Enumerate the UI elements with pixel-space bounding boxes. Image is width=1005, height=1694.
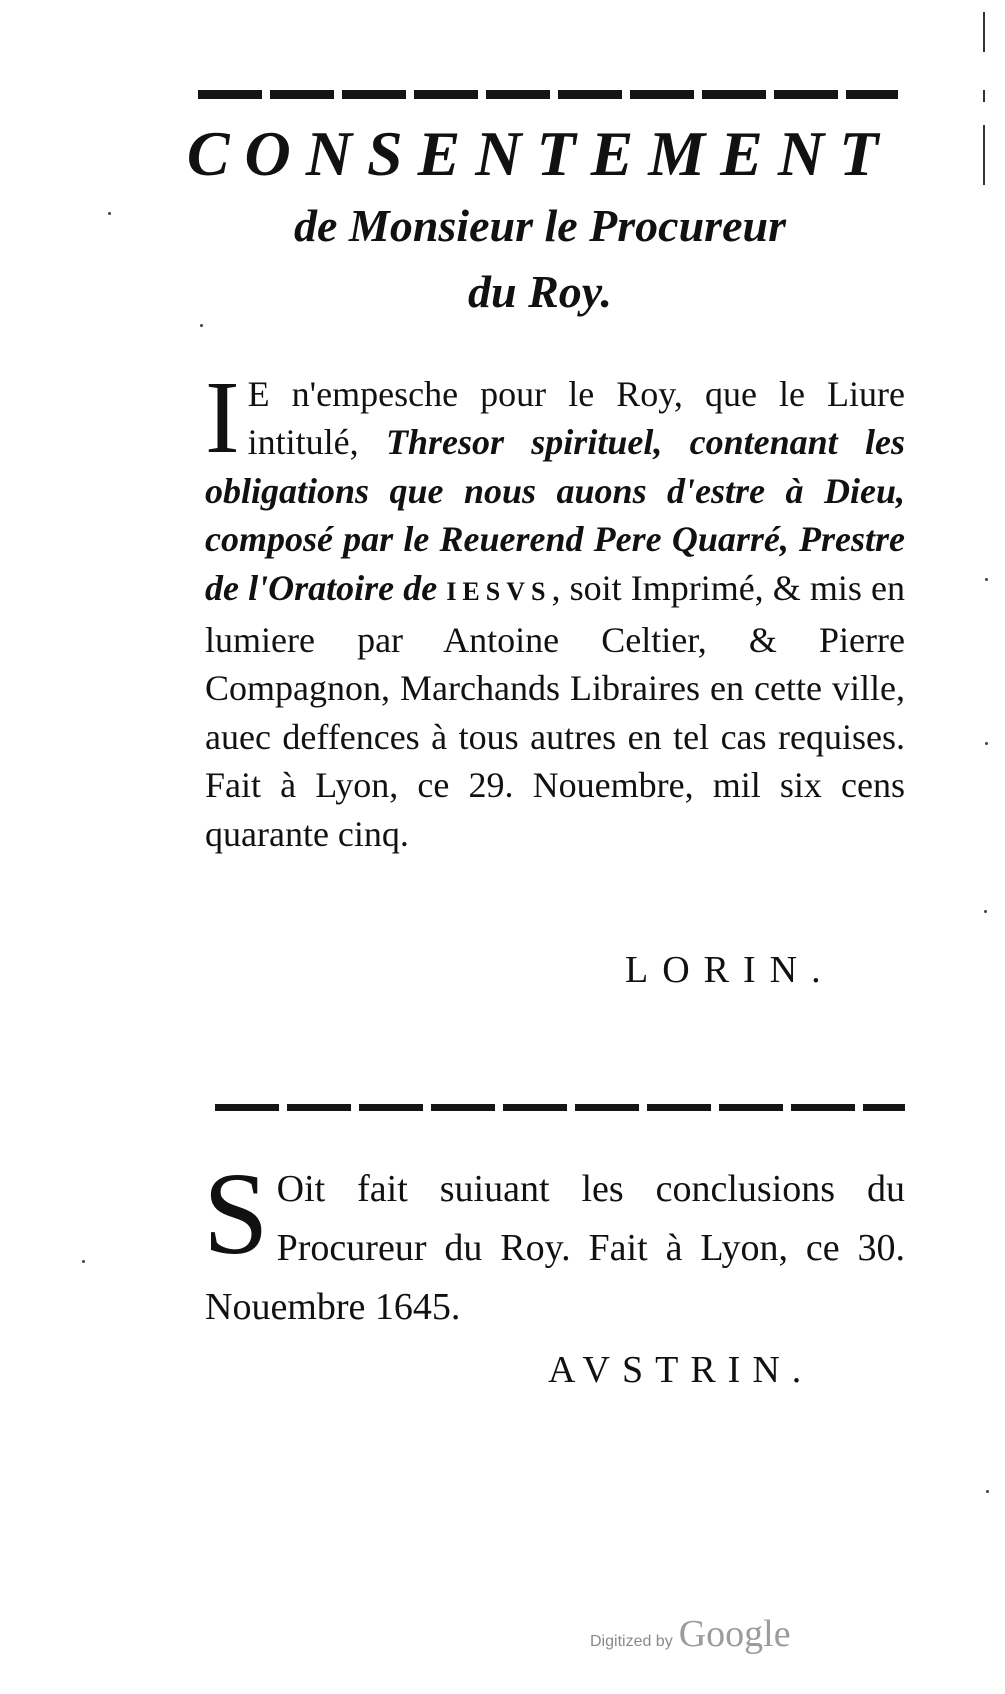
signature-austrin: AVSTRIN. [548,1349,814,1391]
scan-speck [984,910,987,913]
order-text: Oit fait suiuant les conclusions du Procureur du Roy. Fait à Lyon, ce 30. Nouembre 1645. [205,1168,905,1328]
signature-lorin: LORIN. [625,949,835,991]
scan-edge-mark [983,12,985,52]
order-paragraph [203,1148,905,1337]
dropcap-s: S [203,1148,269,1279]
jesus-smallcaps: IESVS [446,576,552,606]
scan-speck [108,212,111,215]
scan-speck [985,742,988,745]
google-wordmark: Google [678,1613,791,1655]
digitization-watermark [590,1612,791,1656]
top-ornamental-rule [198,90,898,99]
consent-paragraph [205,360,906,858]
heading-line-2: de Monsieur le Procureur [294,200,786,251]
heading-line-1: CONSENTEMENT [186,118,894,189]
scan-speck [986,1490,989,1493]
scan-edge-mark [983,125,985,185]
heading-line-3: du Roy. [468,266,612,317]
scan-edge-mark [983,90,985,102]
scan-speck [200,324,203,327]
paragraph-rest-text: , soit Imprimé, & mis en lumiere par Antoine Celtier, & Pierre Compagnon, Marchands Libraires en cette ville, auec deffences à tous autres en tel cas requises. Fait à Lyon, ce 29. Nouembre, mil six cens quarante cinq. [205,567,906,854]
digitized-by-text: Digitized by [590,1633,673,1650]
scan-speck [985,578,988,581]
paragraph-lead-text: E n'empesche pour le Roy, que le Liure intitulé, [247,374,905,463]
book-title-italic: Thresor spirituel, contenant les obligations que nous auons d'estre à Dieu, composé par le Reuerend Pere Quarré, Prestre de l'Oratoire de [205,422,905,608]
dropcap-i: I [205,360,240,475]
middle-ornamental-rule [215,1104,905,1111]
scan-speck [82,1260,85,1263]
